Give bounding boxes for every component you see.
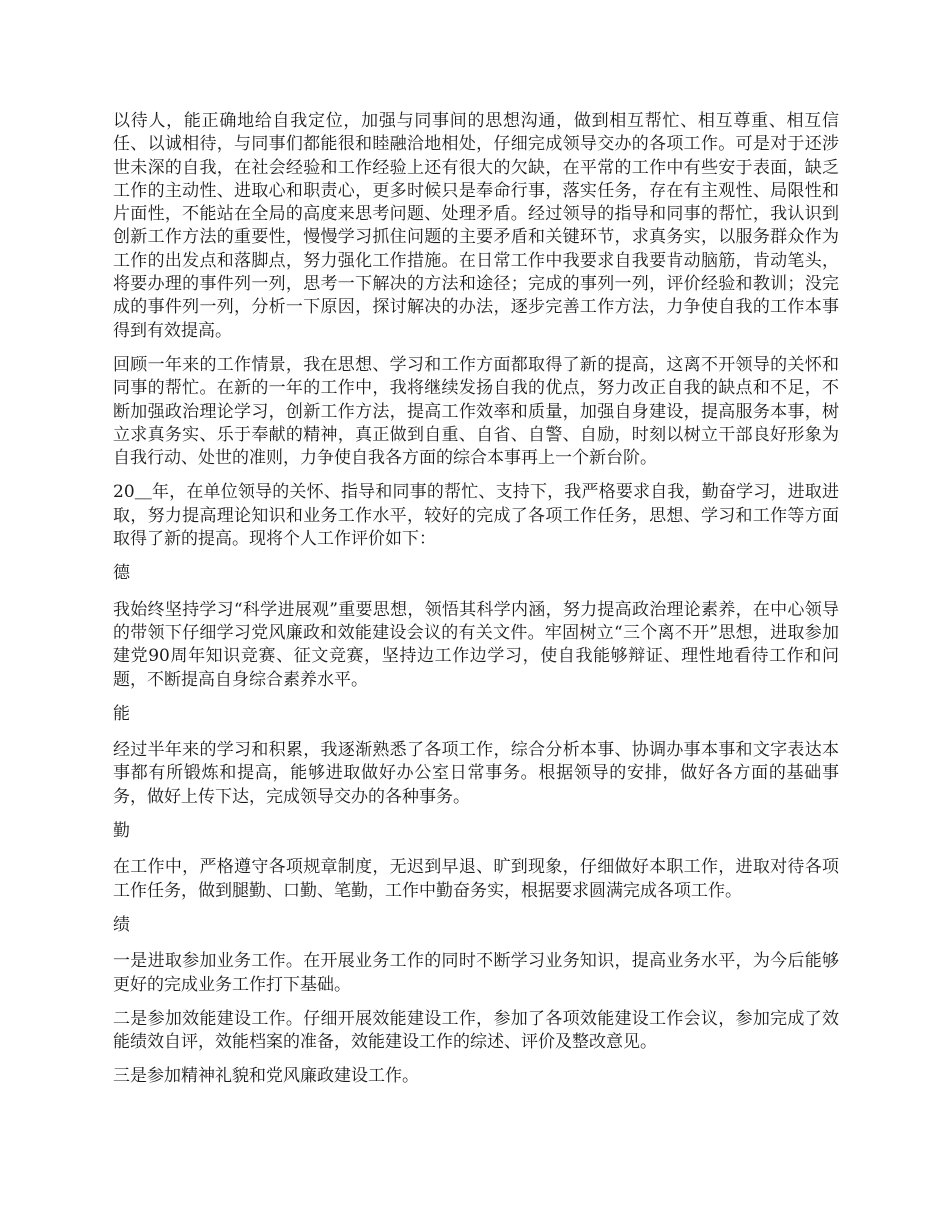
document-page [113,110,839,1100]
paragraph-ji-item-2: 二是参加效能建设工作。仔细开展效能建设工作，参加了各项效能建设工作会议，参加完成了效能绩效自评，效能档案的准备，效能建设工作的综述、评价及整改意见。 [113,1008,839,1053]
paragraph-de: 我始终坚持学习“科学进展观”重要思想，领悟其科学内涵，努力提高政治理论素养，在中心领导的带领下仔细学习党风廉政和效能建设会议的有关文件。牢固树立“三个离不开”思想，进取参加建党90周年知识竞赛、征文竞赛，坚持边工作边学习，使自我能够辩证、理性地看待工作和问题，不断提高自身综合素养水平。 [113,599,839,690]
paragraph-ji-item-1: 一是进取参加业务工作。在开展业务工作的同时不断学习业务知识，提高业务水平，为今后能够更好的完成业务工作打下基础。 [113,951,839,995]
paragraph-neng: 经过半年来的学习和积累，我逐渐熟悉了各项工作，综合分析本事、协调办事本事和文字表达本事都有所锻炼和提高，能够进取做好办公室日常事务。根据领导的安排，做好各方面的基础事务，做好上传下达，完成领导交办的各种事务。 [113,740,839,807]
paragraph-year-review: 回顾一年来的工作情景，我在思想、学习和工作方面都取得了新的提高，这离不开领导的关怀和同事的帮忙。在新的一年的工作中，我将继续发扬自我的优点，努力改正自我的缺点和不足，不断加强政治理论学习，创新工作方法，提高工作效率和质量，加强自身建设，提高服务本事，树立求真务实、乐于奉献的精神，真正做到自重、自省、自警、自励，时刻以树立干部良好形象为自我行动、处世的准则，力争使自我各方面的综合本事再上一个新台阶。 [113,354,839,469]
section-heading-de: 德 [113,563,130,584]
section-heading-neng: 能 [113,703,130,724]
paragraph-qin: 在工作中，严格遵守各项规章制度，无迟到早退、旷到现象，仔细做好本职工作，进取对待各项工作任务，做到腿勤、口勤、笔勤，工作中勤奋务实，根据要求圆满完成各项工作。 [113,857,839,901]
paragraph-intro: 20＿年，在单位领导的关怀、指导和同事的帮忙、支持下，我严格要求自我，勤奋学习，进取进取，努力提高理论知识和业务工作水平，较好的完成了各项工作任务，思想、学习和工作等方面取得了新的提高。现将个人工作评价如下： [113,482,839,550]
paragraph-self-positioning: 以待人，能正确地给自我定位，加强与同事间的思想沟通，做到相互帮忙、相互尊重、相互信任、以诚相待，与同事们都能很和睦融洽地相处，仔细完成领导交办的各项工作。可是对于还涉世未深的自我，在社会经验和工作经验上还有很大的欠缺，在平常的工作中有些安于表面，缺乏工作的主动性、进取心和职责心，更多时候只是奉命行事，落实任务，存在有主观性、局限性和片面性，不能站在全局的高度来思考问题、处理矛盾。经过领导的指导和同事的帮忙，我认识到创新工作方法的重要性，慢慢学习抓住问题的主要矛盾和关键环节，求真务实，以服务群众作为工作的出发点和落脚点，努力强化工作措施。在日常工作中我要求自我要肯动脑筋，肯动笔头，将要办理的事件列一列，思考一下解决的方法和途径；完成的事列一列，评价经验和教训；没完成的事件列一列，分析一下原因，探讨解决的办法，逐步完善工作方法，力争使自我的工作本事得到有效提高。 [113,111,839,341]
paragraph-ji-item-3: 三是参加精神礼貌和党风廉政建设工作。 [113,1066,419,1087]
section-heading-qin: 勤 [113,821,130,842]
section-heading-ji: 绩 [113,914,130,935]
